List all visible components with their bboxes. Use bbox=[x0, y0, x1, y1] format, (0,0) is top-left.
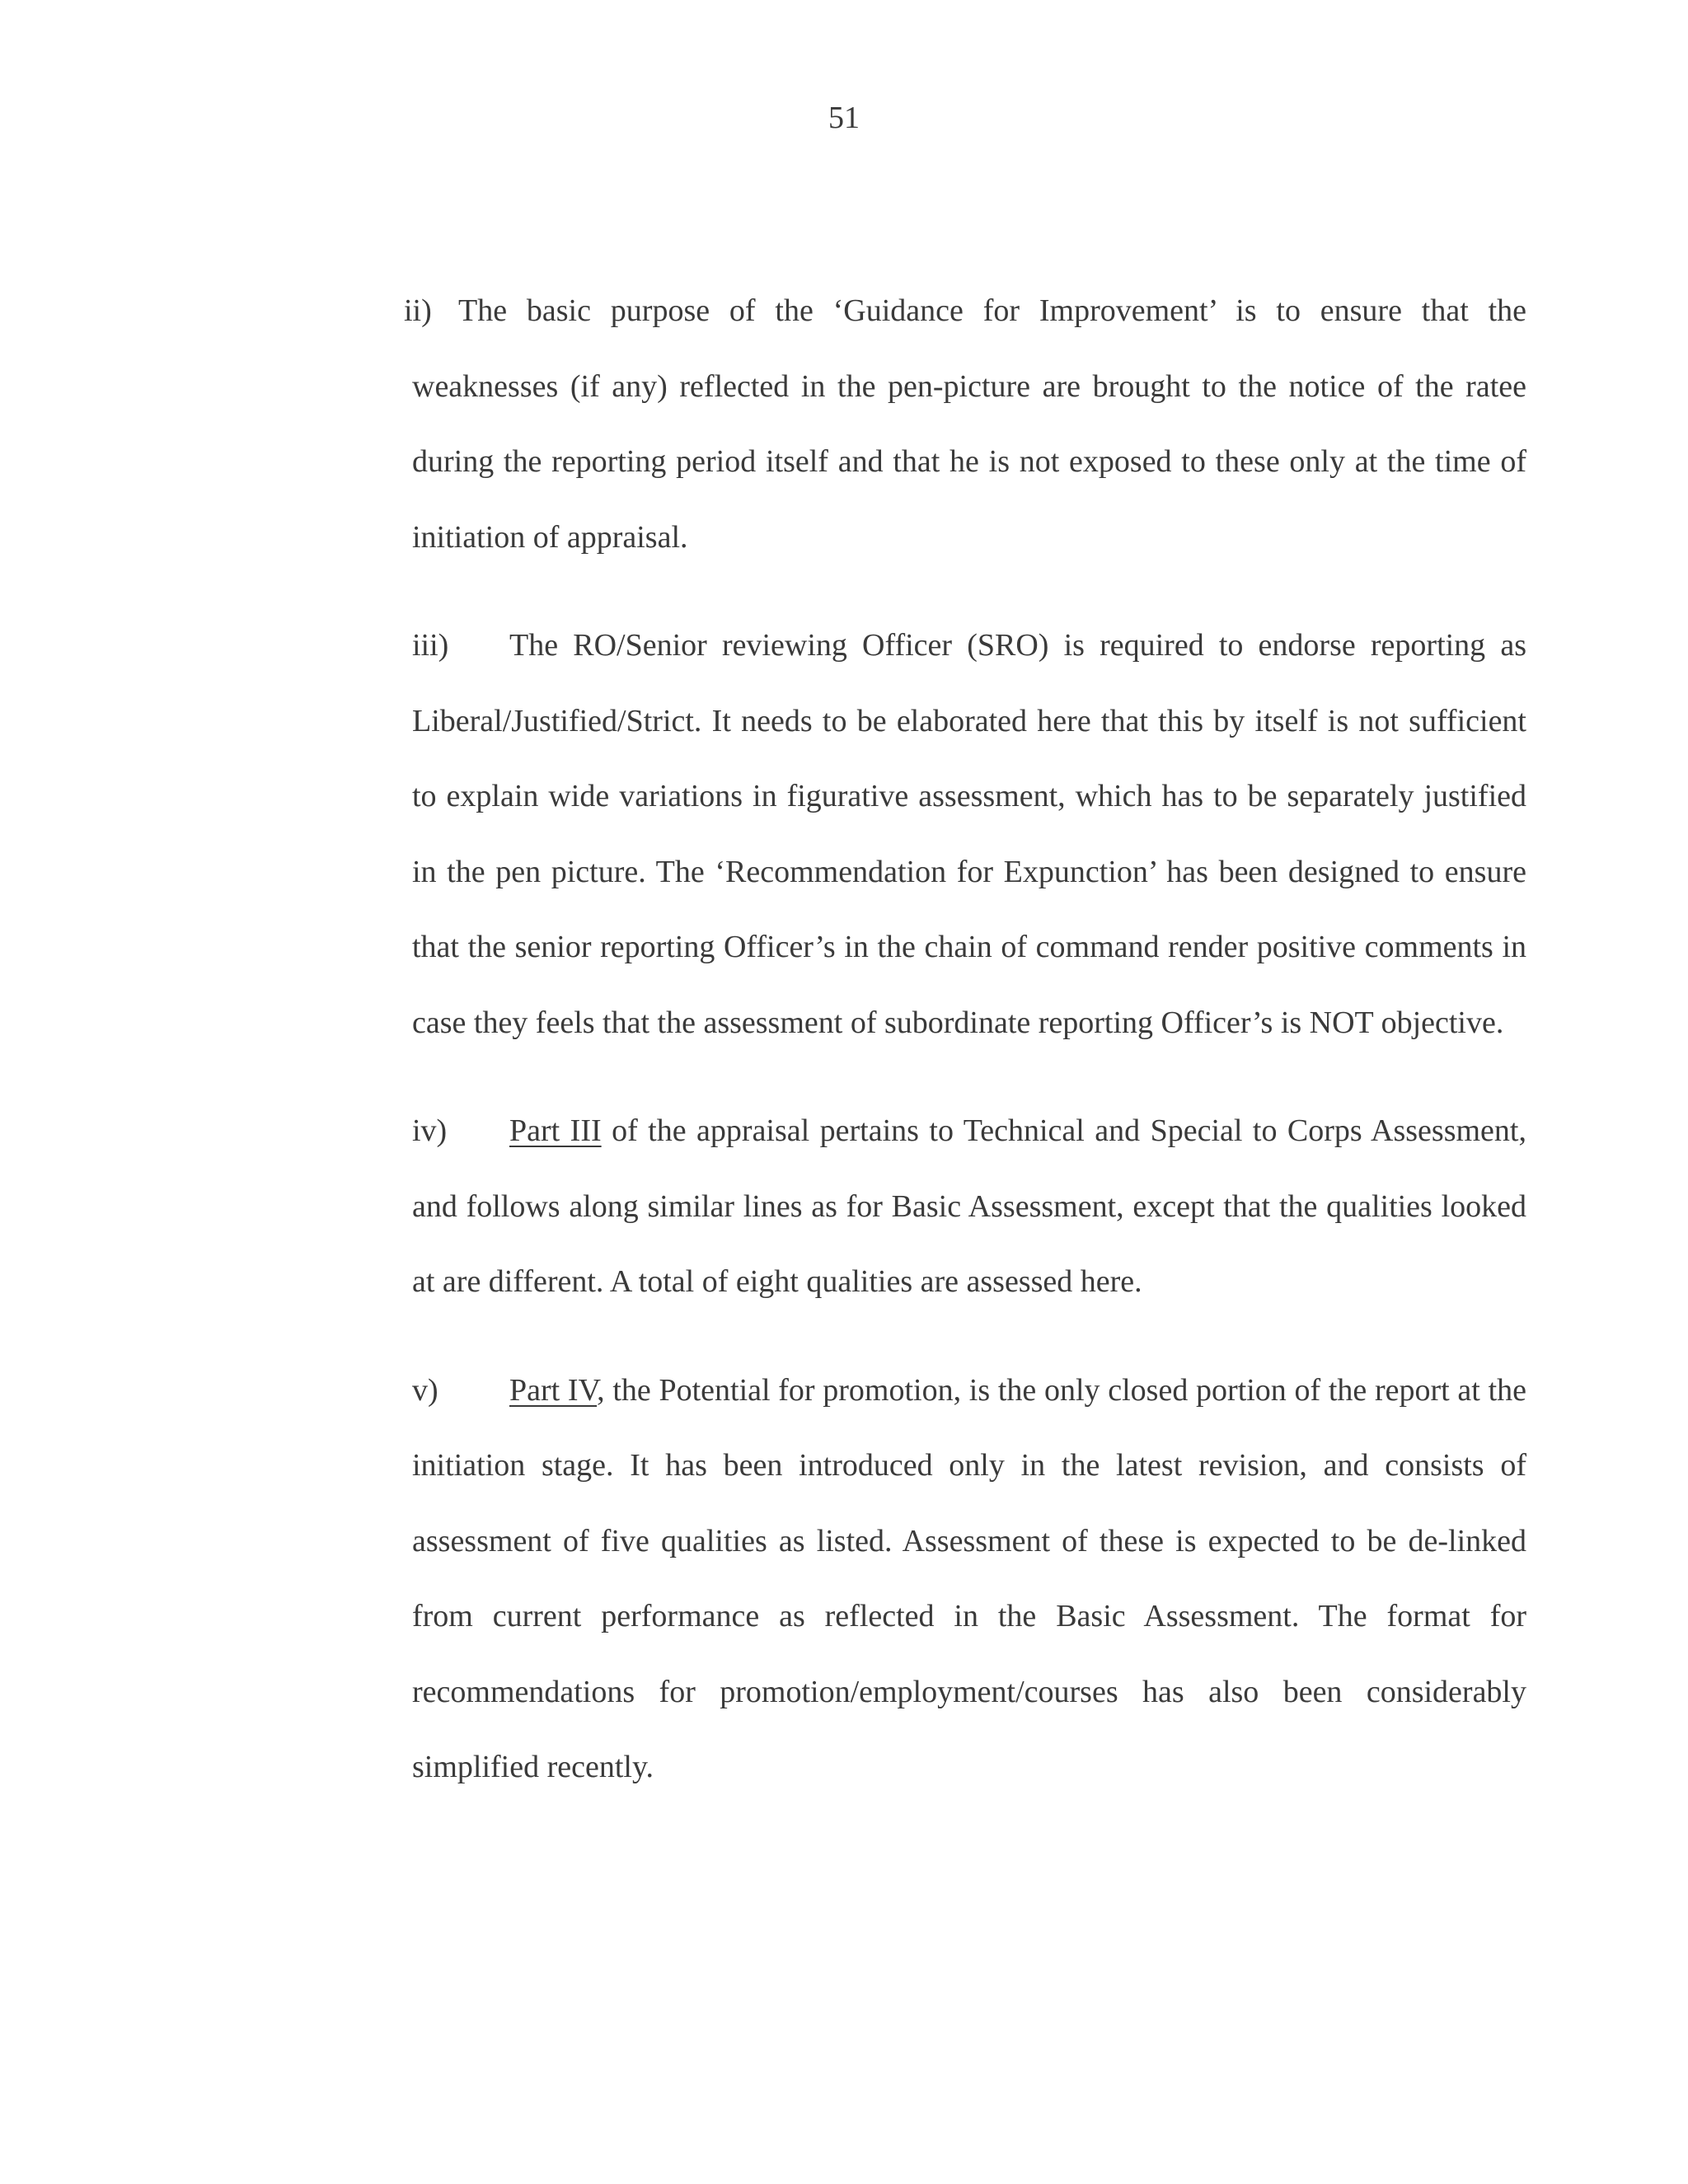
paragraph-text: of the appraisal pertains to Technical and Special to Corps Assessment, and follows along similar lines as for Basic Assessment, except that the qualities looked at are different. A total of eight qualities are assessed here. bbox=[412, 1113, 1526, 1299]
paragraph-text: , the Potential for promotion, is the only closed portion of the report at the initiation stage. It has been introduced only in the latest revision, and consists of assessment of five qualities as listed. Assessment of these is expected to be de-linked from current performance as reflected in the Basic Assessment. The format for recommendations for promotion/employment/courses has also been considerably simplified recently. bbox=[412, 1372, 1526, 1784]
paragraph-iv bbox=[412, 1094, 1526, 1320]
paragraph-text: The basic purpose of the ‘Guidance for Improvement’ is to ensure that the weaknesses (if any) reflected in the pen-picture are brought to the notice of the ratee during the reporting period itself and that he is not exposed to these only at the time of initiation of appraisal. bbox=[412, 293, 1526, 555]
underlined-reference: Part IV bbox=[509, 1372, 598, 1408]
underlined-reference: Part III bbox=[509, 1113, 602, 1148]
paragraph-iii bbox=[412, 608, 1526, 1061]
paragraph-v bbox=[412, 1353, 1526, 1806]
list-marker: iv) bbox=[412, 1113, 448, 1148]
paragraph-text: The RO/Senior reviewing Officer (SRO) is required to endorse reporting as Liberal/Justified/Strict. It needs to be elaborated here that this by itself is not sufficient to explain wide variations in figurative assessment, which has to be separately justified in the pen picture. The ‘Recommendation for Expunction’ has been designed to ensure that the senior reporting Officer’s in the chain of command render positive comments in case they feels that the assessment of subordinate reporting Officer’s is NOT objective. bbox=[412, 628, 1526, 1040]
list-marker: iii) bbox=[412, 628, 449, 663]
document-body bbox=[404, 274, 1526, 1806]
list-marker: ii) bbox=[404, 293, 432, 328]
page-number: 51 bbox=[828, 101, 860, 135]
list-marker: v) bbox=[412, 1372, 438, 1408]
paragraph-ii bbox=[404, 274, 1526, 575]
